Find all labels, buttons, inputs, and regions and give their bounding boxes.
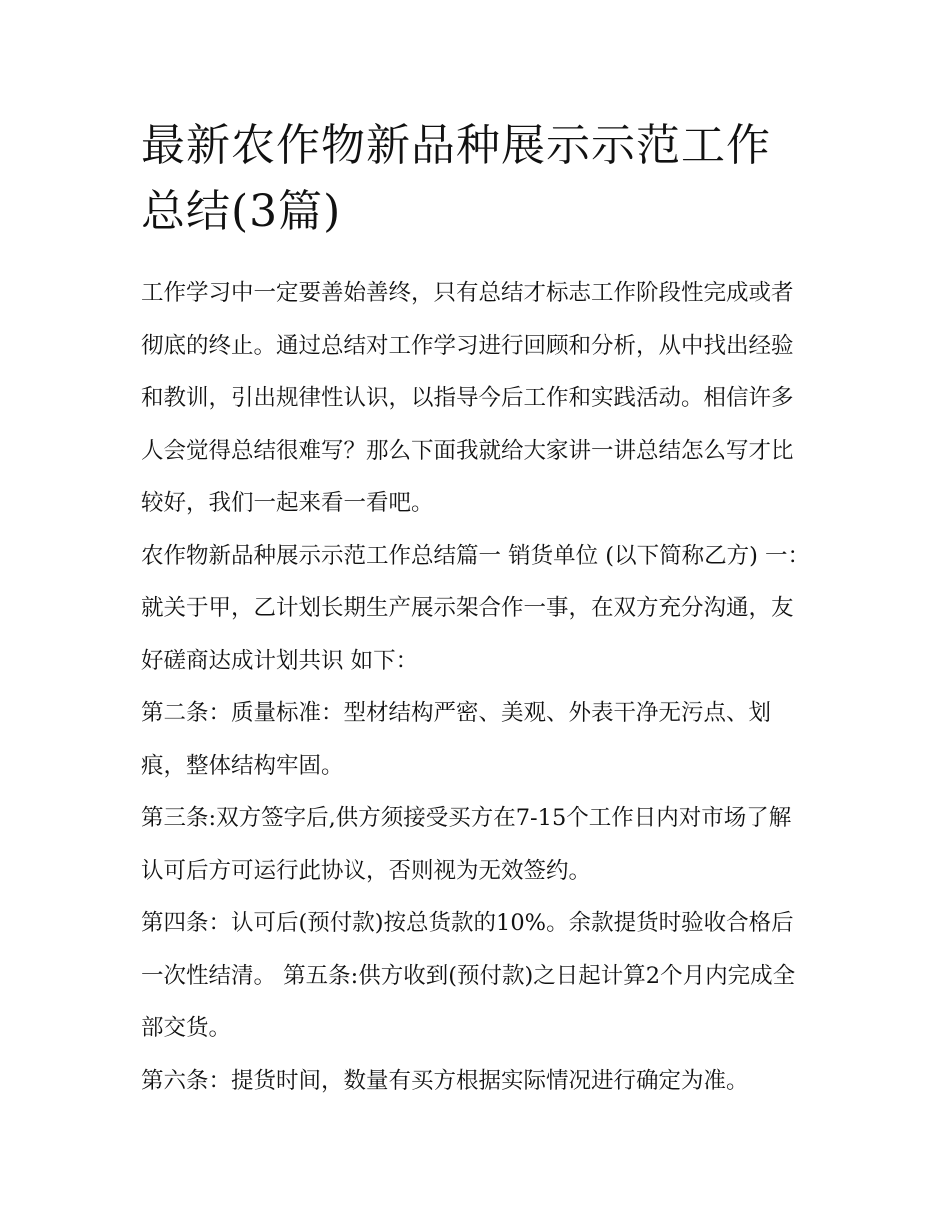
article-three-paragraph: 第三条:双方签字后,供方须接受买方在7-15个工作日内对市场了解认可后方可运行此协议，否则视为无效签约。 bbox=[141, 805, 792, 884]
section-one-paragraph: 农作物新品种展示示范工作总结篇一 销货单位 (以下简称乙方) 一：就关于甲，乙计划长期生产展示架合作一事，在双方充分沟通，友好磋商达成计划共识 如下： bbox=[141, 542, 811, 674]
document-content bbox=[141, 113, 813, 1107]
article-six-paragraph: 第六条：提货时间，数量有买方根据实际情况进行确定为准。 bbox=[141, 1067, 749, 1094]
document-title: 最新农作物新品种展示示范工作总结(3篇) bbox=[141, 120, 771, 237]
article-four-five-paragraph: 第四条：认可后(预付款)按总货款的10%。余款提货时验收合格后一次性结清。 第五条:供方收到(预付款)之日起计算2个月内完成全部交货。 bbox=[141, 910, 796, 1041]
article-two-paragraph: 第二条：质量标准：型材结构严密、美观、外表干净无污点、划痕，整体结构牢固。 bbox=[141, 700, 772, 779]
intro-paragraph: 工作学习中一定要善始善终，只有总结才标志工作阶段性完成或者彻底的终止。通过总结对工作学习进行回顾和分析，从中找出经验和教训，引出规律性认识，以指导今后工作和实践活动。相信许多人会觉得总结很难写？那么下面我就给大家讲一讲总结怎么写才比较好，我们一起来看一看吧。 bbox=[141, 280, 794, 516]
